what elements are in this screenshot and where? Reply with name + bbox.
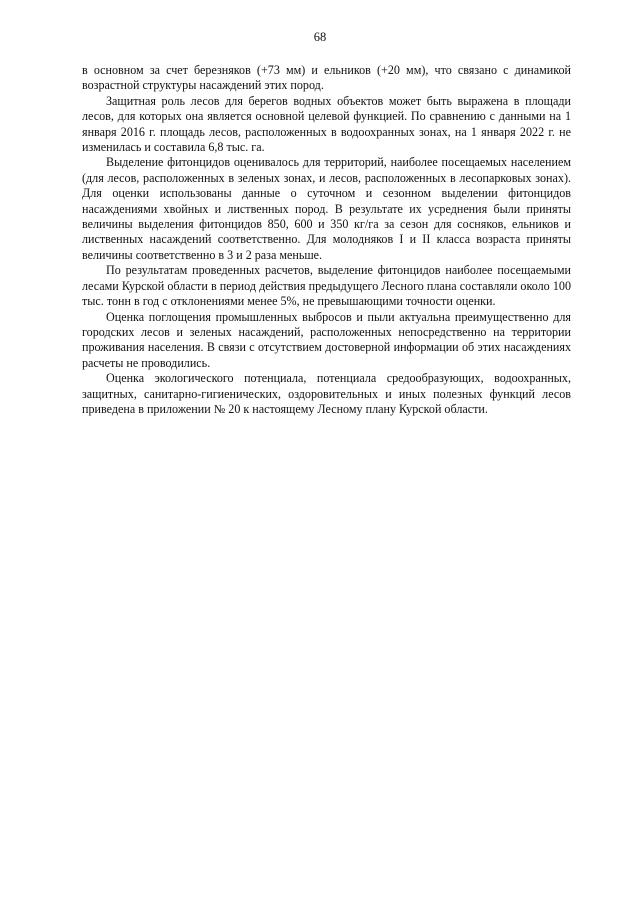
paragraph-5: Оценка поглощения промышленных выбросов и пыли актуальна преимущественно для городских лесов и зеленых насаждений, расположенных непосредственно на территории проживания населения. В связи с отсутствием достоверной информации об этих насаждениях расчеты не проводились. — [82, 309, 571, 370]
body-text — [82, 63, 571, 417]
page-number: 68 — [313, 30, 327, 44]
paragraph-1: в основном за счет березняков (+73 мм) и ельников (+20 мм), что связано с динамикой возрастной структуры насаждений этих пород. — [82, 63, 571, 93]
paragraph-3: Выделение фитонцидов оценивалось для территорий, наиболее посещаемых населением (для лесов, расположенных в зеленых зонах, и лесов, расположенных в лесопарковых зонах). Для оценки использованы данные о суточном и сезонном выделении фитонцидов насаждениями хвойных и лиственных пород. В результате их усреднения были приняты величины выделения фитонцидов 850, 600 и 350 кг/га за сезон для сосняков, ельников и лиственных насаждений соответственно. Для молодняков I и II класса возраста приняты величины соответственно в 3 и 2 раза меньше. — [82, 155, 571, 262]
paragraph-6: Оценка экологического потенциала, потенциала средообразующих, водоохранных, защитных, санитарно-гигиенических, оздоровительных и иных полезных функций лесов приведена в приложении № 20 к настоящему Лесному плану Курской области. — [82, 371, 571, 416]
paragraph-2: Защитная роль лесов для берегов водных объектов может быть выражена в площади лесов, для которых она является основной целевой функцией. По сравнению с данными на 1 января 2016 г. площадь лесов, расположенных в водоохранных зонах, на 1 января 2022 г. не изменилась и составила 6,8 тыс. га. — [82, 93, 571, 155]
paragraph-4: По результатам проведенных расчетов, выделение фитонцидов наиболее посещаемыми лесами Курской области в период действия предыдущего Лесного плана составляли около 100 тыс. тонн в год с отклонениями менее 5%, не превышающими точности оценки. — [82, 263, 571, 309]
